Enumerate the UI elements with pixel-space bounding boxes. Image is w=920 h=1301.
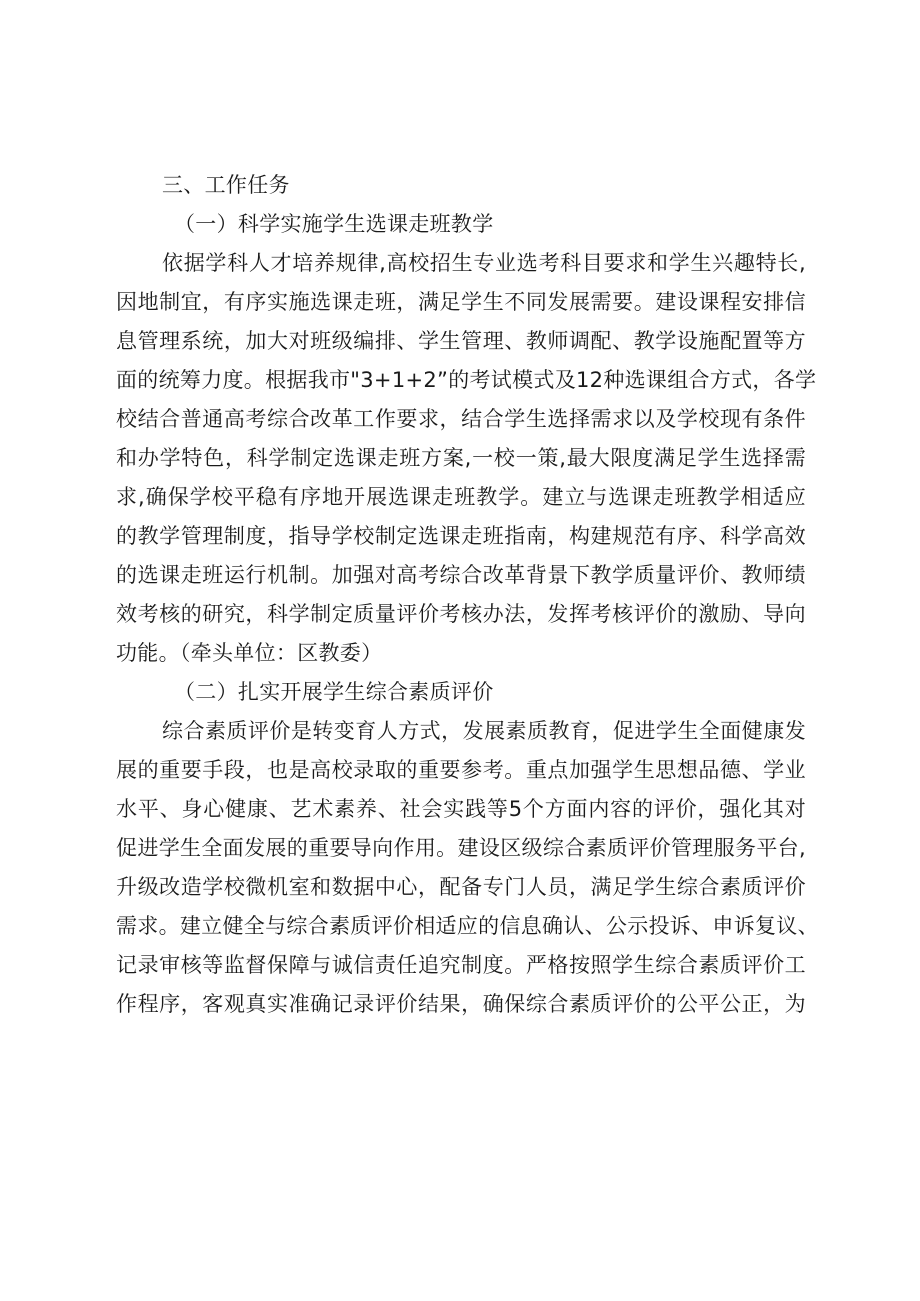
paragraph-2-line-6: 需求。建立健全与综合素质评价相适应的信息确认、公示投诉、申诉复议、	[116, 914, 819, 938]
paragraph-2-line-7: 记录审核等监督保障与诚信责任追究制度。严格按照学生综合素质评价工	[116, 953, 806, 977]
paragraph-2-line-2: 展的重要手段，也是高校录取的重要参考。重点加强学生思想品德、学业	[116, 758, 806, 782]
paragraph-1-line-10: 效考核的研究，科学制定质量评价考核办法，发挥考核评价的激励、导向	[116, 602, 806, 626]
paragraph-2-line-1: 综合素质评价是转变育人方式，发展素质教育，促进学生全面健康发	[162, 719, 806, 743]
subsection-title-1: （一）科学实施学生选课走班教学	[174, 212, 494, 236]
document-body	[116, 166, 819, 1024]
paragraph-2-line-4: 促进学生全面发展的重要导向作用。建设区级综合素质评价管理服务平台,	[116, 836, 806, 860]
paragraph-2-line-5: 升级改造学校微机室和数据中心，配备专门人员，满足学生综合素质评价	[116, 875, 806, 899]
paragraph-1-line-6: 和办学特色，科学制定选课走班方案,一校一策,最大限度满足学生选择需	[116, 446, 806, 470]
paragraph-1-line-9: 的选课走班运行机制。加强对高考综合改革背景下教学质量评价、教师绩	[116, 563, 806, 587]
paragraph-1-line-4: 面的统筹力度。根据我市"3+1+2”的考试模式及12种选课组合方式，各学	[116, 368, 817, 392]
paragraph-1-line-2: 因地制宜，有序实施选课走班，满足学生不同发展需要。建设课程安排信	[116, 290, 806, 314]
paragraph-2-line-3: 水平、身心健康、艺术素养、社会实践等5个方面内容的评价，强化其对	[116, 797, 806, 821]
paragraph-1-line-1: 依据学科人才培养规律,高校招生专业选考科目要求和学生兴趣特长,	[162, 251, 806, 275]
paragraph-2-line-8: 作程序，客观真实准确记录评价结果，确保综合素质评价的公平公正，为	[116, 992, 806, 1016]
section-heading: 三、工作任务	[162, 173, 290, 197]
paragraph-1-line-7: 求,确保学校平稳有序地开展选课走班教学。建立与选课走班教学相适应	[116, 485, 806, 509]
subsection-title-2: （二）扎实开展学生综合素质评价	[174, 680, 494, 704]
paragraph-1-line-8: 的教学管理制度，指导学校制定选课走班指南，构建规范有序、科学高效	[116, 524, 806, 548]
paragraph-1-line-11: 功能。（牵头单位：区教委）	[116, 641, 383, 665]
paragraph-1-line-3: 息管理系统，加大对班级编排、学生管理、教师调配、教学设施配置等方	[116, 329, 806, 353]
paragraph-1-line-5: 校结合普通高考综合改革工作要求，结合学生选择需求以及学校现有条件	[116, 407, 806, 431]
